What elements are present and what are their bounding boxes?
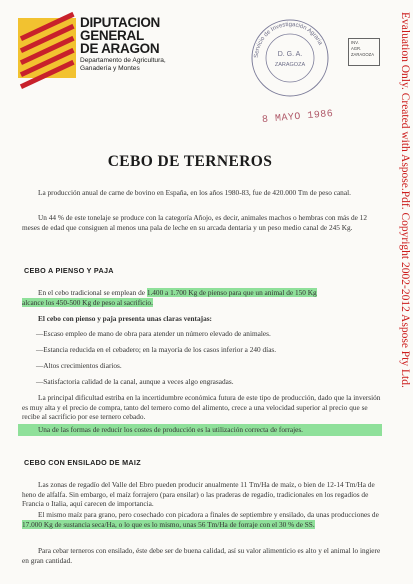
watermark	[388, 10, 411, 530]
stamp-center-2: ZARAGOZA	[274, 62, 306, 68]
dept-line-2: Ganadería y Montes	[80, 65, 140, 72]
org-line-3: DE ARAGON	[80, 41, 160, 56]
section1-paragraph-2: La principal dificultad estriba en la incertidumbre económica futura de este tipo de producción, dado que la inversión es muy alta y el precio de compra, tanto del ternero como del alimento, crece a una velocidad superior al precio que se recibe al sacrificio por ese ternero cebado.	[22, 393, 381, 421]
date-stamp: 8 MAYO 1986	[261, 108, 334, 127]
section1-paragraph-3: Una de las formas de reducir los costes de producción es la utilización correcta de forrajes.	[18, 424, 382, 436]
section1-p1-lead: En el cebo tradicional se emplean de	[38, 288, 145, 297]
section2-paragraph-1: Las zonas de regadío del Valle del Ebro pueden producir anualmente 11 Tm/Ha de maíz, o bien de 12-14 Tm/Ha de heno de alfalfa. Sin embargo, el maíz forrajero (para ensilar) o las praderas de regadío, tradicionales en los regadíos de Francia o Italia, aquí carecen de importancia.	[22, 480, 375, 508]
section1-p1-highlight-1: 1.400 a 1.700 Kg de pienso para que un animal de 150 Kg	[146, 288, 317, 297]
registry-line-3: ZARAGOZA	[351, 52, 375, 57]
registry-line-1: INV.	[351, 40, 359, 45]
advantage-item: —Altos crecimientos diarios.	[36, 361, 122, 370]
section2-paragraph-2	[22, 510, 382, 529]
department-name	[80, 57, 166, 73]
section2-p2-lead: El mismo maíz para grano, pero cosechado con picadora a finales de septiembre y ensilado, da unas producciones de	[38, 510, 379, 519]
section1-p1-highlight-2: alcance los 450-500 Kg de peso al sacrificio.	[22, 297, 153, 307]
advantage-item: —Escaso empleo de mano de obra para atender un número elevado de animales.	[36, 329, 271, 338]
section1-heading: CEBO A PIENSO Y PAJA	[24, 266, 114, 275]
intro-paragraph-2: Un 44 % de este tonelaje se produce con la categoría Añojo, es decir, animales machos o hembras con más de 12 meses de edad que consiguen al menos una pala de leche en su arcada dentaria y un peso medio canal de 245 Kg.	[22, 213, 367, 232]
advantage-item: —Satisfactoria calidad de la canal, aunque a veces algo engrasadas.	[36, 377, 234, 386]
registry-box	[348, 38, 380, 66]
org-name	[80, 16, 160, 55]
aragon-logo	[18, 18, 76, 78]
document-title: CEBO DE TERNEROS	[107, 153, 273, 170]
advantages-heading: El cebo con pienso y paja presenta unas claras ventajas:	[38, 314, 212, 323]
section2-p2-highlight: 17.000 Kg de sustancia seca/Ha, o lo que es lo mismo, unas 56 Tm/Ha de forraje con el 30 % de SS.	[22, 519, 315, 529]
watermark-text: Evaluation Only. Created with Aspose.Pdf. Copyright 2002-2012 Aspose Pty Ltd.	[399, 12, 411, 388]
dept-line-1: Departamento de Agricultura,	[80, 57, 166, 64]
org-line-2: GENERAL	[80, 28, 144, 43]
advantage-item: —Estancia reducida en el cebadero; en la mayoría de los casos inferior a 240 días.	[36, 345, 277, 354]
intro-paragraph-1: La producción anual de carne de bovino en España, en los años 1980-83, fue de 420.000 Tm de peso canal.	[38, 188, 351, 197]
section1-paragraph-1	[22, 288, 382, 307]
section2-heading: CEBO CON ENSILADO DE MAIZ	[24, 458, 141, 467]
institution-stamp	[248, 16, 332, 100]
org-line-1: DIPUTACION	[80, 15, 160, 30]
section2-paragraph-3: Para cebar terneros con ensilado, éste debe ser de buena calidad, así su valor alimenticio es alto y el animal lo ingiere en gran cantidad.	[22, 546, 381, 565]
stamp-center-1: D. G. A.	[277, 51, 303, 58]
registry-line-2: AGR.	[351, 46, 362, 51]
stamp-ring-text: Servicio de Investigación Agraria	[253, 21, 323, 59]
